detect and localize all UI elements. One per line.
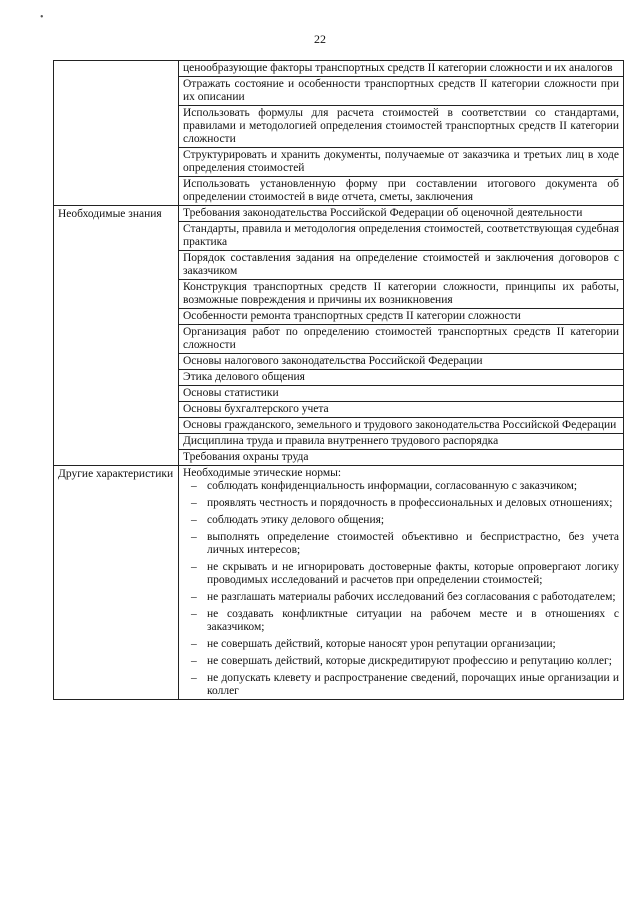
- dash-bullet: –: [191, 514, 197, 526]
- ethics-list: [179, 480, 623, 699]
- ethics-intro: Необходимые этические нормы:: [183, 467, 342, 479]
- requirements-table: [53, 60, 624, 700]
- row-label-other: Другие характеристики: [54, 466, 179, 700]
- list-item: [183, 608, 619, 634]
- list-item-text: не разглашать материалы рабочих исследований без согласования с работодателем;: [207, 591, 616, 603]
- row-items-knowledge: [179, 206, 624, 466]
- table-cell: Структурировать и хранить документы, получаемые от заказчика и третьих лиц в ходе определения стоимостей: [179, 148, 623, 177]
- table-cell: Конструкция транспортных средств II категории сложности, принципы их работы, возможные повреждения и причины их возникновения: [179, 280, 623, 309]
- dash-bullet: –: [191, 608, 197, 620]
- dash-bullet: –: [191, 655, 197, 667]
- table-cell: Дисциплина труда и правила внутреннего трудового распорядка: [179, 434, 623, 450]
- table-cell: ценообразующие факторы транспортных средств II категории сложности и их аналогов: [179, 61, 623, 77]
- table-cell: Этика делового общения: [179, 370, 623, 386]
- table-cell: Порядок составления задания на определение стоимостей и заключения договоров с заказчиком: [179, 251, 623, 280]
- table-cell: Использовать установленную форму при составлении итогового документа об определении стоимостей в виде отчета, сметы, заключения: [183, 178, 619, 203]
- dash-bullet: –: [191, 672, 197, 684]
- table-cell: Отражать состояние и особенности транспортных средств II категории сложности при их описании: [179, 77, 623, 106]
- row-label-knowledge: Необходимые знания: [54, 206, 179, 466]
- table-row-other: [54, 466, 624, 700]
- scan-mark: •: [40, 12, 44, 23]
- row-label-skills: [54, 61, 179, 206]
- dash-bullet: –: [191, 480, 197, 492]
- table-cell: Основы налогового законодательства Российской Федерации: [179, 354, 623, 370]
- list-item: [183, 497, 619, 510]
- table-cell: Организация работ по определению стоимостей транспортных средств II категории сложности: [179, 325, 623, 354]
- list-item: [183, 480, 619, 493]
- list-item: [183, 531, 619, 557]
- list-item: [183, 638, 619, 651]
- list-item-text: не совершать действий, которые дискредитируют профессию и репутацию коллег;: [207, 655, 612, 667]
- list-item-text: не создавать конфликтные ситуации на рабочем месте и в отношениях с заказчиком;: [207, 608, 619, 633]
- row-items-other: [179, 466, 624, 700]
- list-item-text: не скрывать и не игнорировать достоверные факты, которые опровергают логику проводимых исследований и расчетов при определении стоимостей;: [207, 561, 619, 586]
- list-item-text: выполнять определение стоимостей объективно и беспристрастно, без учета личных интересов;: [207, 531, 619, 556]
- table-cell: Основы бухгалтерского учета: [179, 402, 623, 418]
- dash-bullet: –: [191, 561, 197, 573]
- list-item-text: соблюдать этику делового общения;: [207, 514, 385, 526]
- dash-bullet: –: [191, 591, 197, 603]
- table-cell: Использовать формулы для расчета стоимостей в соответствии со стандартами, правилами и методологией определения стоимостей транспортных средств II категории сложности: [179, 106, 623, 148]
- dash-bullet: –: [191, 497, 197, 509]
- table-cell: Требования охраны труда: [183, 451, 309, 463]
- table-cell: Особенности ремонта транспортных средств II категории сложности: [179, 309, 623, 325]
- list-item-text: соблюдать конфиденциальность информации, согласованную с заказчиком;: [207, 480, 578, 492]
- table-cell: Основы статистики: [179, 386, 623, 402]
- list-item: [183, 655, 619, 668]
- page-number: 22: [314, 32, 326, 46]
- list-item: [183, 672, 619, 698]
- table-cell: Требования законодательства Российской Федерации об оценочной деятельности: [179, 206, 623, 222]
- dash-bullet: –: [191, 638, 197, 650]
- table-cell: Стандарты, правила и методология определения стоимостей, соответствующая судебная практика: [179, 222, 623, 251]
- list-item-text: не допускать клевету и распространение сведений, порочащих иные организации и коллег: [207, 672, 619, 697]
- list-item-text: проявлять честность и порядочность в профессиональных и деловых отношениях;: [207, 497, 613, 509]
- table-row-knowledge: [54, 206, 624, 466]
- row-items-skills: [179, 61, 624, 206]
- list-item: [183, 561, 619, 587]
- table-cell: Основы гражданского, земельного и трудового законодательства Российской Федерации: [179, 418, 623, 434]
- list-item: [183, 514, 619, 527]
- table-row-skills: [54, 61, 624, 206]
- list-item: [183, 591, 619, 604]
- dash-bullet: –: [191, 531, 197, 543]
- list-item-text: не совершать действий, которые наносят урон репутации организации;: [207, 638, 556, 650]
